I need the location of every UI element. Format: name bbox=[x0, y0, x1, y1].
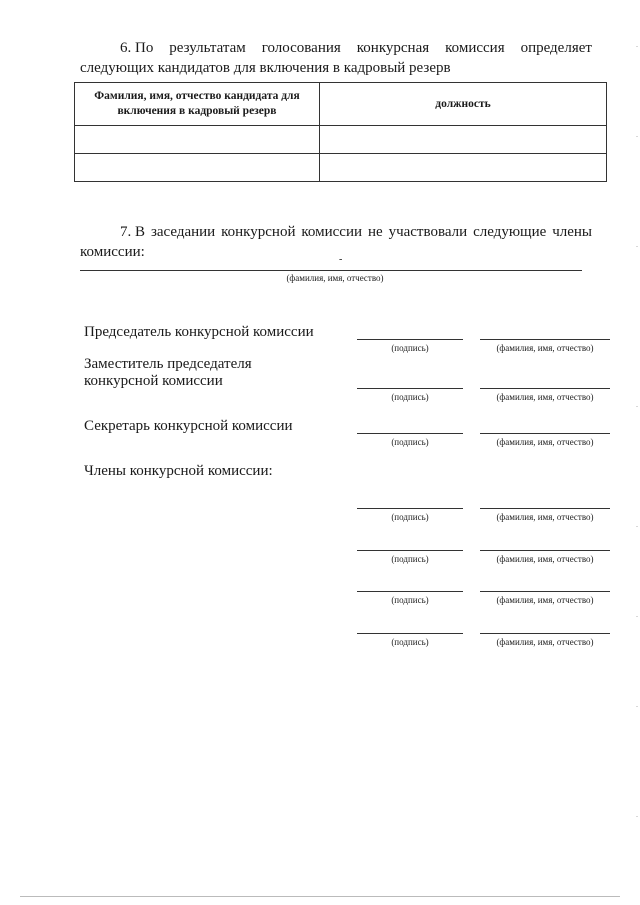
name-line[interactable] bbox=[480, 433, 610, 434]
name-caption: (фамилия, имя, отчество) bbox=[496, 637, 594, 647]
table-cell[interactable] bbox=[320, 154, 607, 182]
word: участвовали bbox=[388, 224, 468, 240]
word: конкурсной bbox=[221, 224, 296, 240]
deputy-label-line-1: Заместитель председателя bbox=[84, 356, 252, 372]
word: не bbox=[367, 224, 383, 240]
signature-line[interactable] bbox=[357, 508, 463, 509]
signature-caption: (подпись) bbox=[391, 637, 429, 647]
signature-caption: (подпись) bbox=[391, 595, 429, 605]
signature-line[interactable] bbox=[357, 591, 463, 592]
table-row bbox=[75, 126, 607, 154]
name-caption: (фамилия, имя, отчество) bbox=[496, 437, 594, 447]
name-line[interactable] bbox=[480, 508, 610, 509]
word: результатам bbox=[169, 40, 246, 56]
signature-caption: (подпись) bbox=[391, 512, 429, 522]
section-6-line-1 bbox=[80, 38, 592, 58]
word: 7. В bbox=[120, 224, 146, 240]
name-line[interactable] bbox=[480, 591, 610, 592]
signature-line[interactable] bbox=[357, 388, 463, 389]
table-cell[interactable] bbox=[320, 126, 607, 154]
section-7-paragraph bbox=[80, 222, 592, 262]
absent-members-caption: (фамилия, имя, отчество) bbox=[286, 273, 384, 283]
name-line[interactable] bbox=[480, 633, 610, 634]
word: комиссия bbox=[445, 40, 505, 56]
word: определяет bbox=[520, 40, 592, 56]
word: комиссии bbox=[301, 224, 363, 240]
members-label: Члены конкурсной комиссии: bbox=[84, 463, 273, 479]
scan-edge-line bbox=[20, 896, 620, 897]
name-line[interactable] bbox=[480, 339, 610, 340]
signature-caption: (подпись) bbox=[391, 554, 429, 564]
position-header: должность bbox=[320, 83, 607, 126]
name-caption: (фамилия, имя, отчество) bbox=[496, 392, 594, 402]
name-caption: (фамилия, имя, отчество) bbox=[496, 512, 594, 522]
word: конкурсная bbox=[356, 40, 430, 56]
section-6-paragraph bbox=[80, 38, 592, 78]
name-caption: (фамилия, имя, отчество) bbox=[496, 595, 594, 605]
chairman-label: Председатель конкурсной комиссии bbox=[84, 324, 314, 340]
secretary-label: Секретарь конкурсной комиссии bbox=[84, 418, 293, 434]
table-cell[interactable] bbox=[75, 154, 320, 182]
word: заседании bbox=[150, 224, 216, 240]
absent-members-line[interactable] bbox=[80, 270, 582, 271]
candidates-table bbox=[74, 82, 607, 182]
signature-line[interactable] bbox=[357, 339, 463, 340]
signature-caption: (подпись) bbox=[391, 437, 429, 447]
deputy-label-line-2: конкурсной комиссии bbox=[84, 373, 223, 389]
table-cell[interactable] bbox=[75, 126, 320, 154]
section-7-line-2: комиссии: bbox=[80, 244, 145, 260]
signature-caption: (подпись) bbox=[391, 392, 429, 402]
candidate-name-header: Фамилия, имя, отчество кандидата для включения в кадровый резерв bbox=[75, 83, 320, 126]
name-caption: (фамилия, имя, отчество) bbox=[496, 554, 594, 564]
word: 6. По bbox=[120, 40, 154, 56]
word: следующие bbox=[473, 224, 547, 240]
word: голосования bbox=[261, 40, 341, 56]
dash-mark: - bbox=[339, 254, 343, 265]
name-line[interactable] bbox=[480, 388, 610, 389]
signature-caption: (подпись) bbox=[391, 343, 429, 353]
table-row bbox=[75, 154, 607, 182]
signature-line[interactable] bbox=[357, 433, 463, 434]
signature-line[interactable] bbox=[357, 633, 463, 634]
signature-line[interactable] bbox=[357, 550, 463, 551]
table-header-row bbox=[75, 83, 607, 126]
word: члены bbox=[552, 224, 592, 240]
name-line[interactable] bbox=[480, 550, 610, 551]
section-7-line-1 bbox=[80, 222, 592, 242]
section-6-line-2: следующих кандидатов для включения в кадровый резерв bbox=[80, 60, 451, 76]
name-caption: (фамилия, имя, отчество) bbox=[496, 343, 594, 353]
